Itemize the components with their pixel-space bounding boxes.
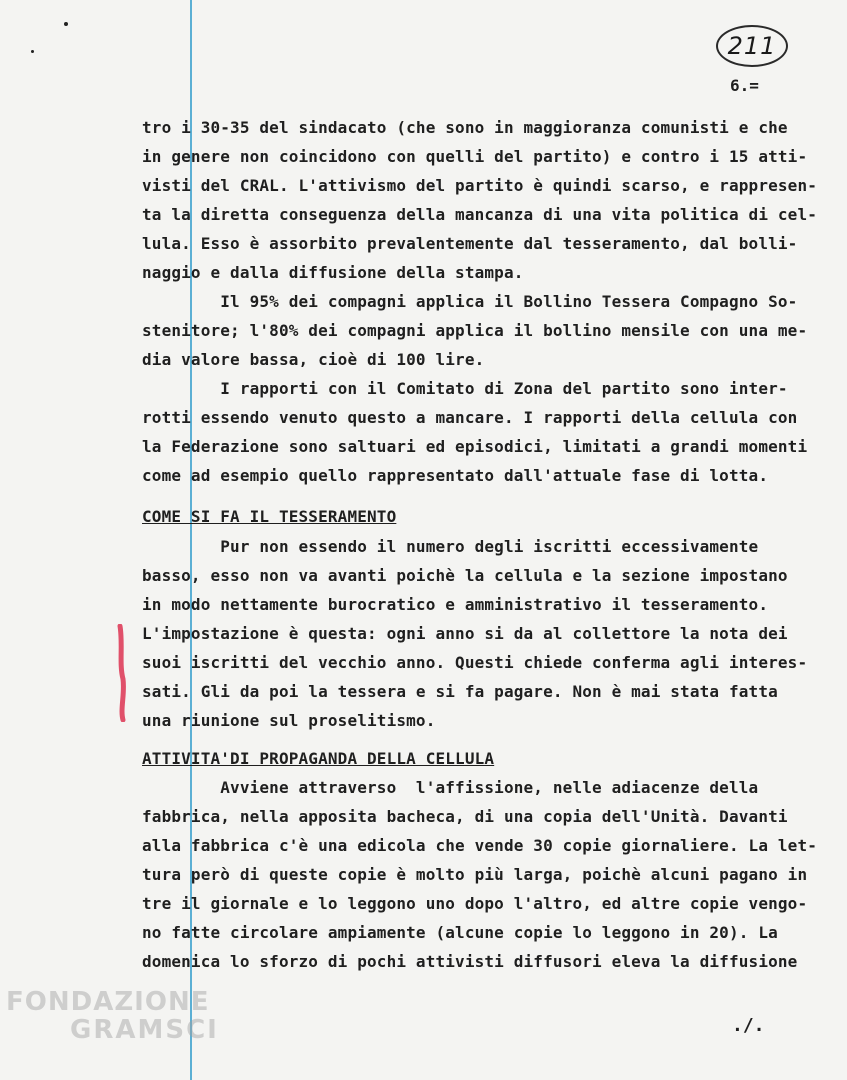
text-line: tro i 30-35 del sindacato (che sono in maggioranza comunisti e che: [142, 118, 788, 137]
text-line: in genere non coincidono con quelli del partito) e contro i 15 atti-: [142, 147, 808, 166]
text-line: fabbrica, nella apposita bacheca, di una copia dell'Unità. Davanti: [142, 807, 788, 826]
text-line: ta la diretta conseguenza della mancanza di una vita politica di cel-: [142, 205, 818, 224]
text-line: I rapporti con il Comitato di Zona del partito sono inter-: [142, 379, 788, 398]
page-number: 6.=: [730, 76, 759, 95]
text-line: L'impostazione è questa: ogni anno si da al collettore la nota dei: [142, 624, 788, 643]
text-line: Pur non essendo il numero degli iscritti eccessivamente: [142, 537, 759, 556]
watermark-logo: [6, 988, 219, 1044]
watermark-line-1: FONDAZIONE: [6, 987, 210, 1017]
text-line: dia valore bassa, cioè di 100 lire.: [142, 350, 485, 369]
text-line: rotti essendo venuto questo a mancare. I rapporti della cellula con: [142, 408, 798, 427]
text-line: una riunione sul proselitismo.: [142, 711, 436, 730]
text-line: alla fabbrica c'è una edicola che vende 30 copie giornaliere. La let-: [142, 836, 818, 855]
text-line: come ad esempio quello rappresentato dall'attuale fase di lotta.: [142, 466, 769, 485]
text-line: in modo nettamente burocratico e amministrativo il tesseramento.: [142, 595, 769, 614]
text-line: tre il giornale e lo leggono uno dopo l'altro, ed altre copie vengo-: [142, 894, 808, 913]
text-line: la Federazione sono saltuari ed episodici, limitati a grandi momenti: [142, 437, 808, 456]
text-line: Avviene attraverso l'affissione, nelle adiacenze della: [142, 778, 759, 797]
text-line: stenitore; l'80% dei compagni applica il bollino mensile con una me-: [142, 321, 808, 340]
text-line: domenica lo sforzo di pochi attivisti diffusori eleva la diffusione: [142, 952, 798, 971]
red-pencil-mark: [117, 624, 127, 722]
speck: [64, 22, 68, 26]
text-line: naggio e dalla diffusione della stampa.: [142, 263, 524, 282]
section-heading-tesseramento: COME SI FA IL TESSERAMENTO: [142, 507, 397, 526]
text-line: basso, esso non va avanti poichè la cellula e la sezione impostano: [142, 566, 788, 585]
section-heading-propaganda: ATTIVITA'DI PROPAGANDA DELLA CELLULA: [142, 749, 495, 768]
text-line: visti del CRAL. L'attivismo del partito è quindi scarso, e rappresen-: [142, 176, 818, 195]
text-line: tura però di queste copie è molto più larga, poichè alcuni pagano in: [142, 865, 808, 884]
text-line: Il 95% dei compagni applica il Bollino Tessera Compagno So-: [142, 292, 798, 311]
text-line: no fatte circolare ampiamente (alcune copie lo leggono in 20). La: [142, 923, 778, 942]
text-line: sati. Gli da poi la tessera e si fa pagare. Non è mai stata fatta: [142, 682, 778, 701]
watermark-line-2: GRAMSCI: [70, 1015, 219, 1045]
text-line: suoi iscritti del vecchio anno. Questi chiede conferma agli interes-: [142, 653, 808, 672]
archive-stamp-number: 211: [716, 25, 788, 67]
text-line: lula. Esso è assorbito prevalentemente dal tesseramento, dal bolli-: [142, 234, 798, 253]
speck: [31, 50, 34, 53]
continuation-mark: ./.: [732, 1015, 765, 1036]
